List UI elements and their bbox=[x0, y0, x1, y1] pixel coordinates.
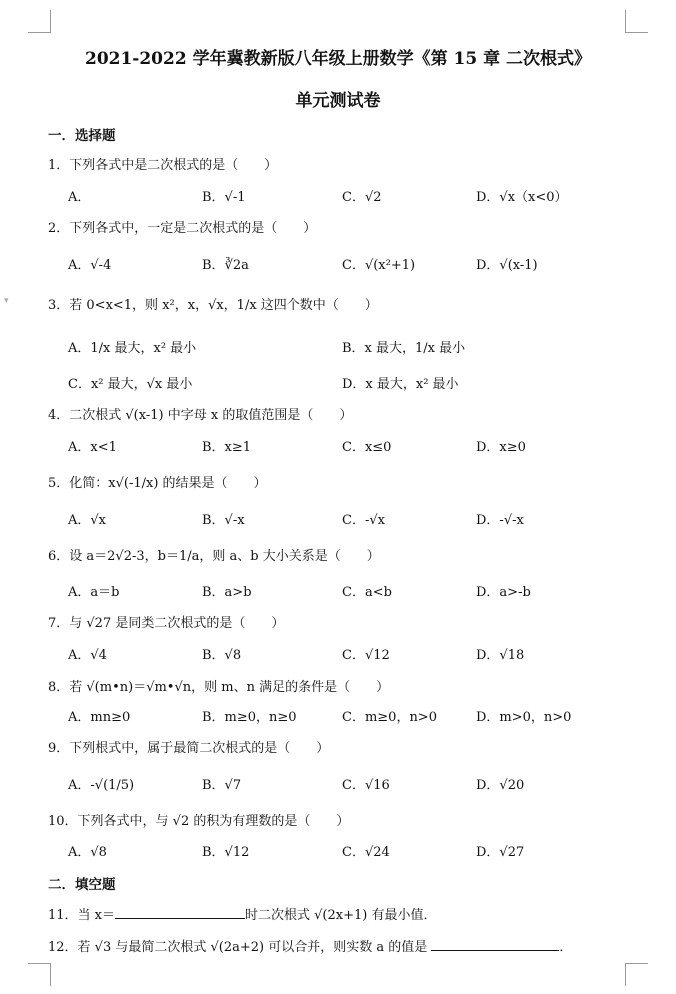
question-stem: 8．若 √(m•n)＝√m•√n，则 m、n 满足的条件是（ ） bbox=[48, 680, 390, 695]
answer-blank[interactable] bbox=[115, 906, 245, 919]
fill-question-prefix: 12．若 √3 与最简二次根式 √(2a+2) 可以合并，则实数 a 的值是 bbox=[48, 940, 432, 955]
question-stem: 6．设 a＝2√2-3，b＝1/a，则 a、b 大小关系是（ ） bbox=[48, 549, 380, 564]
option-d: D．x≥0 bbox=[476, 440, 526, 455]
option-d: D．x 最大，x² 最小 bbox=[342, 377, 459, 392]
section-heading-fill: 二．填空题 bbox=[48, 877, 116, 893]
option-b: B．√12 bbox=[202, 845, 250, 860]
option-b: B．a>b bbox=[202, 585, 252, 600]
option-a: A．√4 bbox=[68, 648, 107, 663]
option-a: A．x<1 bbox=[68, 440, 117, 455]
option-b: B．x≥1 bbox=[202, 440, 252, 455]
option-d: D．√x（x<0） bbox=[476, 190, 568, 205]
document-subtitle: 单元测试卷 bbox=[295, 91, 381, 111]
option-c: C．m≥0，n>0 bbox=[342, 710, 437, 725]
option-a: A．mn≥0 bbox=[68, 710, 131, 725]
question-stem: 9．下列根式中，属于最简二次根式的是（ ） bbox=[48, 741, 330, 756]
question-stem: 10．下列各式中，与 √2 的积为有理数的是（ ） bbox=[48, 814, 350, 829]
page-corner-mark bbox=[625, 963, 648, 986]
option-c: C．-√x bbox=[342, 513, 385, 528]
option-b: B．m≥0，n≥0 bbox=[202, 710, 297, 725]
option-d: D．m>0，n>0 bbox=[476, 710, 572, 725]
option-c: C．x≤0 bbox=[342, 440, 392, 455]
page-corner-mark bbox=[28, 10, 51, 33]
fill-question-prefix: 11．当 x＝ bbox=[48, 908, 116, 923]
question-stem: 2．下列各式中，一定是二次根式的是（ ） bbox=[48, 221, 317, 236]
question-stem: 7．与 √27 是同类二次根式的是（ ） bbox=[48, 616, 285, 631]
section-heading-choice: 一．选择题 bbox=[48, 128, 116, 144]
option-a: A．√x bbox=[68, 513, 107, 528]
option-a: A．√8 bbox=[68, 845, 107, 860]
option-b: B．√-1 bbox=[202, 190, 246, 205]
option-d: D．√20 bbox=[476, 778, 525, 793]
option-d: D．√(x-1) bbox=[476, 258, 538, 273]
fill-question bbox=[48, 904, 436, 923]
option-b: B．x 最大，1/x 最小 bbox=[342, 341, 466, 356]
fill-question-suffix: ． bbox=[559, 940, 573, 955]
option-c: C．x² 最大，√x 最小 bbox=[68, 377, 193, 392]
option-b: B．√7 bbox=[202, 778, 242, 793]
option-d: D．√27 bbox=[476, 845, 525, 860]
option-c: C．√24 bbox=[342, 845, 390, 860]
question-stem: 5．化简：x√(-1/x) 的结果是（ ） bbox=[48, 476, 267, 491]
option-c: C．a<b bbox=[342, 585, 392, 600]
option-b: B．√8 bbox=[202, 648, 242, 663]
option-b: B．√-x bbox=[202, 513, 245, 528]
fill-question-suffix: 时二次根式 √(2x+1) 有最小值． bbox=[245, 908, 437, 923]
page-corner-mark bbox=[28, 963, 51, 986]
question-stem: 4．二次根式 √(x-1) 中字母 x 的取值范围是（ ） bbox=[48, 408, 353, 423]
option-c: C．√2 bbox=[342, 190, 382, 205]
option-a: A．a＝b bbox=[68, 585, 120, 600]
question-stem: 1．下列各式中是二次根式的是（ ） bbox=[48, 158, 278, 173]
option-d: D．-√-x bbox=[476, 513, 524, 528]
option-a: A．1/x 最大，x² 最小 bbox=[68, 341, 197, 356]
document-title: 2021-2022 学年冀教新版八年级上册数学《第 15 章 二次根式》 bbox=[84, 49, 591, 69]
option-c: C．√(x²+1) bbox=[342, 258, 416, 273]
question-stem: 3．若 0<x<1，则 x²，x，√x，1/x 这四个数中（ ） bbox=[48, 298, 378, 313]
fill-question bbox=[48, 936, 572, 955]
page-corner-mark bbox=[625, 10, 648, 33]
option-a: A． bbox=[68, 190, 91, 205]
option-d: D．a>-b bbox=[476, 585, 531, 600]
option-a: A．√-4 bbox=[68, 258, 112, 273]
answer-blank[interactable] bbox=[431, 938, 559, 951]
option-a: A．-√(1/5) bbox=[68, 778, 135, 793]
option-c: C．√16 bbox=[342, 778, 390, 793]
option-d: D．√18 bbox=[476, 648, 525, 663]
option-c: C．√12 bbox=[342, 648, 390, 663]
option-b: B．∛2a bbox=[202, 258, 249, 273]
margin-marker-icon: ▾ bbox=[4, 296, 9, 306]
